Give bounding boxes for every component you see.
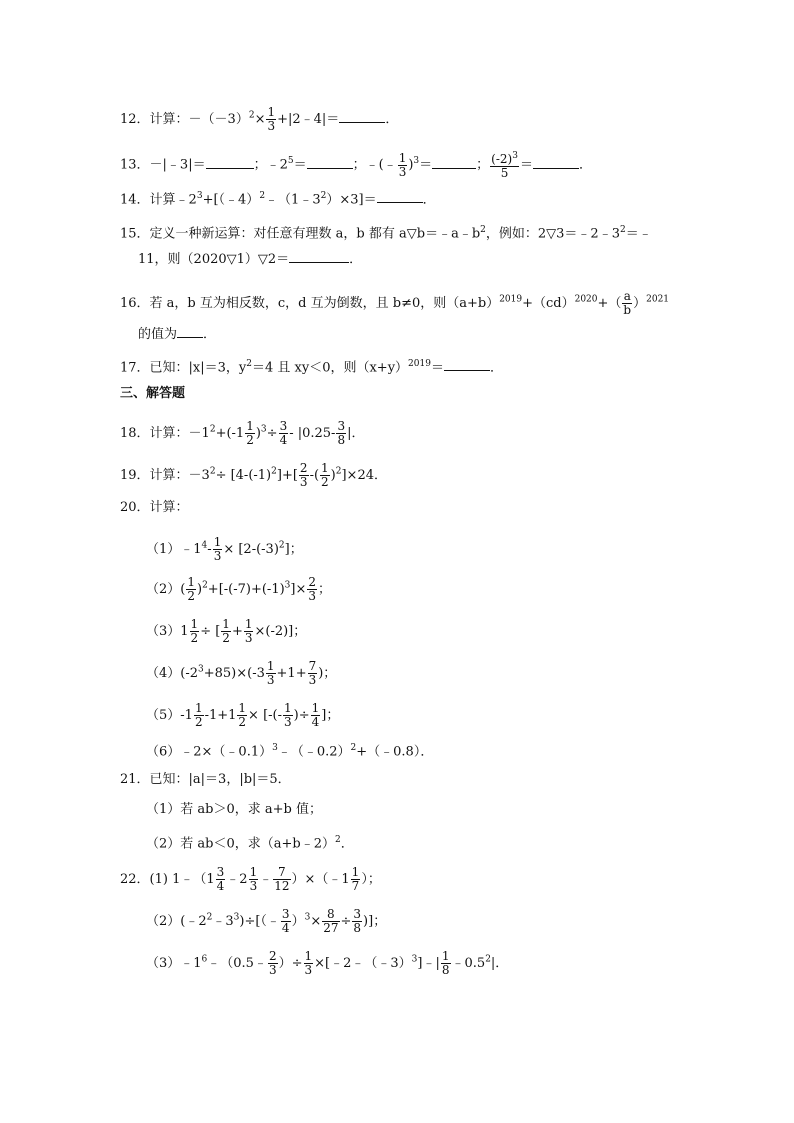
fraction: $\frac{1}{3}$ xyxy=(398,150,407,179)
fraction: $\frac{7}{12}$ xyxy=(274,865,290,893)
question-12: 12．计算：$-(-3)^2\times$ $\frac{1}{3}$ +|2﹣4|＝ ． xyxy=(120,105,399,133)
question-14: 14．计算$﹣2^3+[(﹣4)^2﹣(1﹣3^2)\times 3]=$ ． xyxy=(120,191,436,208)
question-21-part-1: （1）若 ab＞0，求 a+b 值； xyxy=(146,802,322,817)
section-heading: 三、解答题 xyxy=(120,386,186,401)
fraction: $\frac{a}{b}$ xyxy=(623,289,632,317)
fraction: $\frac{2}{3}$ xyxy=(268,949,277,977)
question-20: 20．计算： xyxy=(120,500,189,515)
fraction: $\frac{3}{4}$ xyxy=(216,865,225,893)
fraction: $\frac{1}{3}$ xyxy=(213,535,222,563)
fraction: $\frac{1}{3}$ xyxy=(284,701,292,729)
question-16-cont: 的值为 ． xyxy=(138,327,217,342)
fraction: $\frac{1}{7}$ xyxy=(351,865,360,893)
question-20-part-4: $(4)(-2^3+85)\times(-3$ $\frac{1}{3}$ +1+ $\frac{7}{3}$ )； xyxy=(146,659,337,687)
question-19: 19．计算：$-3^2\div [4-(-1)^2]+$[ $\frac{2}{3}$ -( $\frac{1}{2}$ )$^2$]×24． xyxy=(120,461,387,489)
fraction: $\frac{1}{3}$ xyxy=(244,617,253,645)
answer-blank[interactable] xyxy=(177,325,203,338)
fraction: $\frac{3}{8}$ xyxy=(353,907,362,935)
answer-blank[interactable] xyxy=(533,156,579,169)
question-15-cont: 11，则（2020▽1）▽2＝ ． xyxy=(138,252,363,267)
question-18: 18．计算：$-1^2+(-1$ $\frac{1}{2}$ )$^3$÷ $\frac{3}{4}$ - |0.25- $\frac{3}{8}$ |． xyxy=(120,419,365,447)
answer-blank[interactable] xyxy=(289,250,349,263)
fraction: $\frac{1}{2}$ xyxy=(194,701,203,729)
fraction: $\frac{2}{3}$ xyxy=(299,461,308,489)
question-20-part-5: （5）-1 $\frac{1}{2}$ -1+1 $\frac{1}{2}$ × [-(- $\frac{1}{3}$ )÷ $\frac{1}{4}$ ]； xyxy=(146,701,340,729)
fraction: $\frac{1}{2}$ xyxy=(190,617,199,645)
question-20-part-2: （2）( $\frac{1}{2}$ )$^2+[-(-7)+(-1)^3]\times$ $\frac{2}{3}$ ； xyxy=(146,575,332,603)
fraction: $\frac{1}{3}$ xyxy=(266,659,275,687)
question-17: 17．已知：|x|＝3，$y^2=4$ 且 xy＜0，则$(x+y)^{2019}=$ ． xyxy=(120,359,503,376)
fraction: $\frac{1}{3}$ xyxy=(267,105,276,133)
question-16: 16．若 a，b 互为相反数，c，d 互为倒数，且 b≠0，则$(a+b)^{2019}+(cd)^{2020}+$（ $\frac{a}{b}$ ）$^{2021}$ xyxy=(120,289,670,317)
question-22-part-3: $(3)﹣1^6﹣(0.5﹣$ $\frac{2}{3}$ ）÷ $\frac{1}{3}$ ×[﹣2﹣（﹣3）$^3$]﹣| $\frac{1}{8}$ $﹣0.5^2|$． xyxy=(146,949,509,977)
fraction: $\frac{1}{8}$ xyxy=(441,949,450,977)
question-22-part-2: $(2)(﹣2^2﹣3^3)\div[(﹣$ $\frac{3}{4}$ ）$^3$× $\frac{8}{27}$ ÷ $\frac{3}{8}$ )]； xyxy=(146,907,387,935)
answer-blank[interactable] xyxy=(444,358,490,371)
fraction: $\frac{1}{2}$ xyxy=(321,461,329,489)
fraction: $\frac{3}{8}$ xyxy=(337,419,346,447)
fraction: $\frac{1}{3}$ xyxy=(249,865,258,893)
question-20-part-1: $(1)﹣1^4-$ $\frac{1}{3}$ × $[2-(-3)^2]$； xyxy=(146,535,303,563)
answer-blank[interactable] xyxy=(339,110,385,123)
question-20-part-6: （6）﹣2×（﹣0.1）$^3$﹣（﹣0.2）$^2$+（﹣0.8）． xyxy=(146,743,434,760)
fraction: $\frac{(-2)^3}{5}$ xyxy=(491,151,518,180)
fraction: $\frac{1}{2}$ xyxy=(246,419,254,447)
answer-blank[interactable] xyxy=(377,190,423,203)
fraction: $\frac{3}{4}$ xyxy=(281,907,290,935)
question-22-part-1: 22．(1) 1﹣（1 $\frac{3}{4}$ ﹣2 $\frac{1}{3}$ ﹣ $\frac{7}{12}$ ）×（﹣1 $\frac{1}{7}$ ）； xyxy=(120,865,381,893)
fraction: $\frac{7}{3}$ xyxy=(308,659,317,687)
question-21: 21．已知：|a|＝3，|b|＝5． xyxy=(120,772,291,787)
question-20-part-3: （3）1 $\frac{1}{2}$ ÷ [ $\frac{1}{2}$ + $\frac{1}{3}$ ×(-2)]； xyxy=(146,617,307,645)
fraction: $\frac{3}{4}$ xyxy=(279,419,288,447)
fraction: $\frac{1}{2}$ xyxy=(187,575,195,603)
answer-blank[interactable] xyxy=(432,156,476,169)
answer-blank[interactable] xyxy=(206,156,254,169)
answer-blank[interactable] xyxy=(307,156,353,169)
fraction: $\frac{1}{2}$ xyxy=(222,617,230,645)
fraction: $\frac{8}{27}$ xyxy=(323,907,339,935)
fraction: $\frac{2}{3}$ xyxy=(308,575,317,603)
question-21-part-2: （2）若 ab＜0，求（a+b﹣2）$^2$． xyxy=(146,835,354,852)
question-13: 13．－|﹣3|＝ ；$﹣2^5=$ ；﹣(﹣ $\frac{1}{3}$ )$^3$＝ ； $\frac{(-2)^3}{5}$ ＝ ． xyxy=(120,150,592,180)
fraction: $\frac{1}{4}$ xyxy=(311,701,320,729)
fraction: $\frac{1}{2}$ xyxy=(238,701,247,729)
question-15: 15．定义一种新运算：对任意有理数 a，b 都有 $a▽b=﹣a﹣b^2$，例如：$2▽3=﹣2﹣3^2=﹣$ xyxy=(120,225,652,242)
fraction: $\frac{1}{3}$ xyxy=(304,949,313,977)
